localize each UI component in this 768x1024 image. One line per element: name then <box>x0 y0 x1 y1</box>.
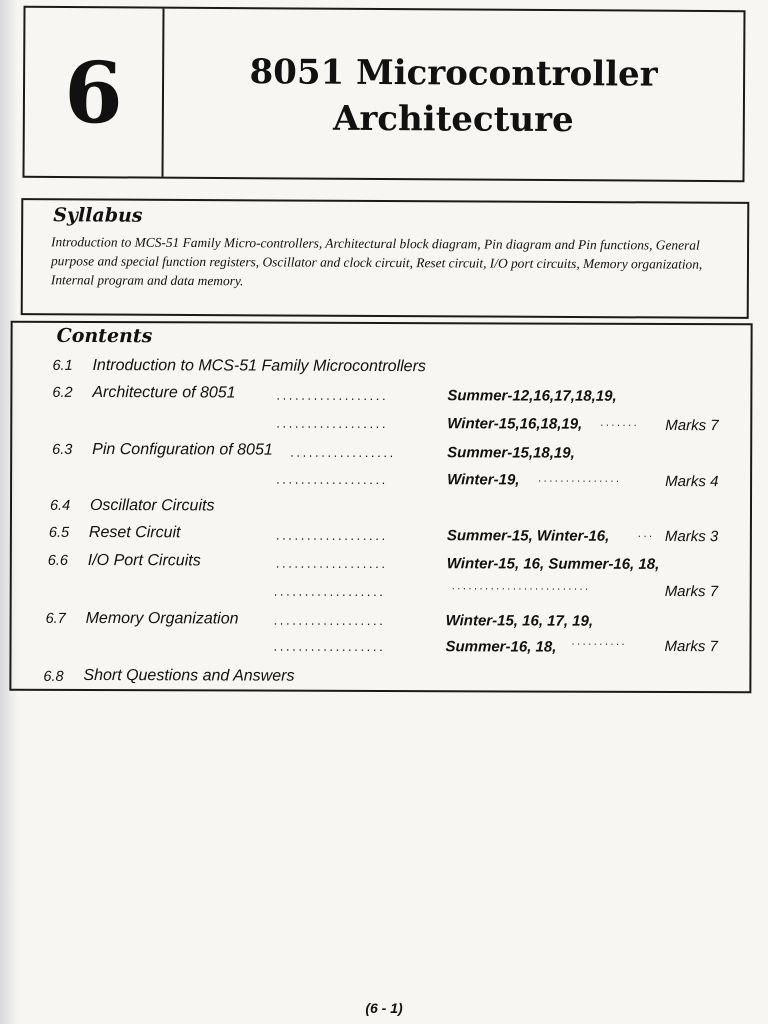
toc-number: 6.2 <box>52 384 73 401</box>
dot-leader: ... <box>637 527 655 540</box>
toc-number: 6.4 <box>49 497 71 514</box>
toc-title: Introduction to MCS-51 Family Microcontrollers <box>92 356 426 376</box>
marks-label: Marks 7 <box>664 637 718 656</box>
contents-heading: Contents <box>56 324 153 348</box>
exam-reference: Summer-12,16,17,18,19, <box>447 387 617 405</box>
toc-number: 6.6 <box>47 552 69 569</box>
dot-leader: .................. <box>275 555 388 572</box>
dot-leader: ............... <box>538 472 622 485</box>
exam-reference: Summer-15,18,19, <box>447 444 575 462</box>
exam-reference: Winter-15, 16, Summer-16, 18, <box>446 555 660 573</box>
syllabus-heading: Syllabus <box>53 204 143 227</box>
toc-number: 6.3 <box>52 441 73 458</box>
toc-number: 6.1 <box>52 357 73 374</box>
dot-leader: .................. <box>275 527 388 544</box>
exam-reference: Summer-16, 18, <box>445 638 557 656</box>
dot-leader: .................. <box>276 415 389 432</box>
marks-label: Marks 4 <box>665 472 719 491</box>
toc-title: Short Questions and Answers <box>83 666 295 685</box>
chapter-title-line2: Architecture <box>332 98 574 141</box>
toc-title: I/O Port Circuits <box>87 551 201 570</box>
dot-leader: ....... <box>600 416 640 429</box>
syllabus-text: Introduction to MCS-51 Family Micro-controllers, Architectural block diagram, Pin diagram and Pin functions, General purpose and special function registers, Oscillator and clock circuit, Reset circuit, I/O port circuits, Memory organization, Internal program and data memory. <box>50 234 703 289</box>
toc-number: 6.7 <box>45 610 66 627</box>
exam-reference: Winter-19, <box>447 471 520 489</box>
toc-title: Architecture of 8051 <box>92 383 236 402</box>
toc-title: Reset Circuit <box>88 523 181 542</box>
chapter-title <box>163 9 743 181</box>
dot-leader: ......................... <box>451 580 591 593</box>
contents-box <box>9 321 752 694</box>
chapter-header <box>22 6 745 182</box>
dot-leader: .................. <box>276 471 388 488</box>
exam-reference: Winter-15, 16, 17, 19, <box>445 612 594 630</box>
dot-leader: .......... <box>571 635 628 648</box>
toc-title: Pin Configuration of 8051 <box>92 440 273 459</box>
exam-reference: Summer-15, Winter-16, <box>446 527 610 545</box>
dot-leader: .................. <box>276 387 389 404</box>
toc-title: Memory Organization <box>85 609 239 628</box>
toc-number: 6.5 <box>48 524 70 541</box>
marks-label: Marks 3 <box>664 527 719 546</box>
marks-label: Marks 7 <box>665 416 719 435</box>
toc-title: Oscillator Circuits <box>89 496 215 515</box>
chapter-title-line1: 8051 Microcontroller <box>249 52 658 95</box>
chapter-number: 6 <box>24 8 164 177</box>
dot-leader: ................. <box>290 444 396 461</box>
toc-number: 6.8 <box>43 668 64 685</box>
syllabus-box <box>21 198 750 319</box>
exam-reference: Winter-15,16,18,19, <box>447 415 583 433</box>
dot-leader: .................. <box>273 612 386 629</box>
page-number: (6 - 1) <box>365 1000 403 1016</box>
dot-leader: .................. <box>273 583 386 600</box>
marks-label: Marks 7 <box>664 582 719 601</box>
dot-leader: .................. <box>273 638 386 655</box>
